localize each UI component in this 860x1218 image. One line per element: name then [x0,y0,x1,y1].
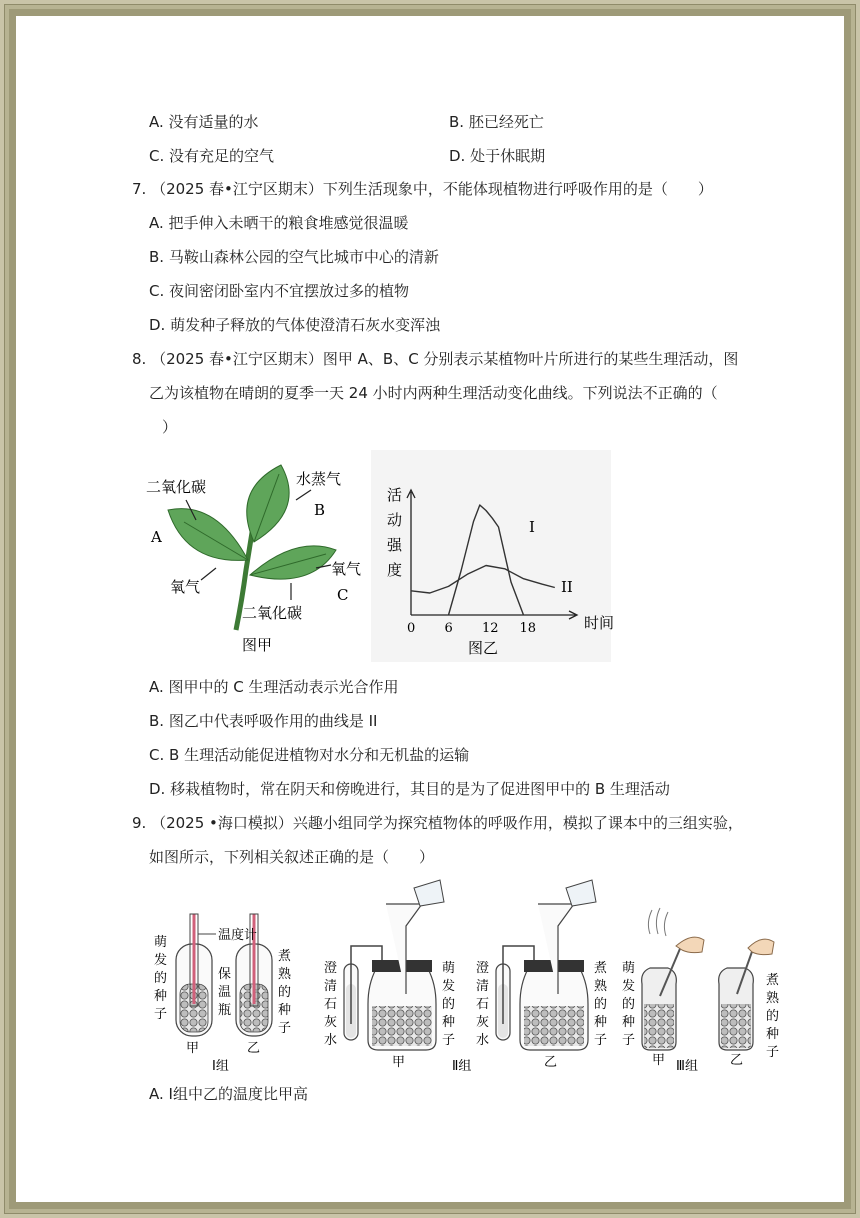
char: 灰 [324,1015,338,1030]
q9-stem-line2: 如图所示，下列相关叙述正确的是（ ） [149,848,435,866]
char: 澄 [324,961,338,976]
label-b: B [314,501,326,519]
curve-ii-label: II [561,578,573,596]
char: 煮 [766,973,780,988]
char: 熟 [594,979,608,994]
char: 萌 [154,935,168,950]
label-co2-bottom: 二氧化碳 [242,604,303,622]
char: 的 [278,985,292,1000]
q7-option-a[interactable]: A. 把手伸入未晒干的粮食堆感觉很温暖 [149,214,409,232]
char: 清 [324,979,338,994]
char: 萌 [622,961,636,976]
char: 子 [154,1007,168,1022]
char: 的 [766,1009,780,1024]
char: 子 [278,1021,292,1036]
char: 的 [594,997,608,1012]
label-g1-yi: 乙 [247,1041,261,1056]
ylabel-char-1: 活 [387,486,403,504]
q8-option-c[interactable]: C. B 生理活动能促进植物对水分和无机盐的运输 [149,746,470,764]
q8-stem-line2: 乙为该植物在晴朗的夏季一天 24 小时内两种生理活动变化曲线。下列说法不正确的（ [149,384,718,402]
q9-option-a[interactable]: A. Ⅰ组中乙的温度比甲高 [149,1085,308,1103]
char: 石 [476,997,490,1012]
x-tick-label-0: 0 [407,621,416,636]
label-o2-right: 氧气 [331,560,362,578]
char: 种 [622,1015,636,1030]
char: 子 [766,1045,780,1060]
q8-stem-line1: 8. （2025 春•江宁区期末）图甲 A、B、C 分别表示某植物叶片所进行的某些生理活动，图 [132,350,739,368]
seeds-g3-yi [721,1004,751,1048]
ylabel-char-2: 动 [387,511,403,529]
ylabel-char-4: 度 [387,561,403,579]
q6-option-a[interactable]: A. 没有适量的水 [149,113,259,131]
curve-i-label: I [529,518,535,536]
char: 水 [476,1033,490,1048]
figure-jia-caption: 图甲 [242,636,273,654]
label-boiled-far [766,972,780,1060]
q8-option-a[interactable]: A. 图甲中的 C 生理活动表示光合作用 [149,678,399,696]
label-sprouting-right [622,961,635,1048]
char: 瓶 [218,1003,232,1018]
label-g3-yi: 乙 [730,1053,744,1068]
group-2b-apparatus [496,880,596,1050]
char: 温 [218,985,232,1000]
label-o2-left: 氧气 [170,578,201,596]
char: 保 [218,967,232,982]
char: 种 [442,1015,456,1030]
ylabel-char-3: 强 [387,536,403,554]
q8-option-b[interactable]: B. 图乙中代表呼吸作用的曲线是 II [149,712,378,730]
seeds-g2-jia [372,1006,432,1046]
q8-stem-line3: ） [162,418,178,436]
beaker-jia [414,880,444,906]
label-thermometer: 温度计 [218,928,258,943]
label-g1-jia: 甲 [186,1041,200,1056]
label-g2-yi: 乙 [544,1055,558,1070]
figure-experiments [144,874,784,1072]
seeds-g3-jia [644,1004,674,1048]
label-insulated-bottle [218,967,231,1018]
char: 澄 [476,961,490,976]
char: 熟 [278,967,292,982]
group-3-apparatus [642,908,774,1050]
q7-option-c[interactable]: C. 夜间密闭卧室内不宜摆放过多的植物 [149,282,410,300]
label-group-3: Ⅲ组 [676,1059,698,1074]
figure-yi-chart [371,450,615,662]
group-2-apparatus [344,880,444,1050]
q6-option-d[interactable]: D. 处于休眠期 [449,147,546,165]
label-water-vapor: 水蒸气 [296,470,342,488]
label-g2-jia: 甲 [392,1055,406,1070]
leaf-right [250,546,336,579]
char: 的 [622,997,636,1012]
x-tick-label-18: 18 [519,621,537,636]
char: 种 [154,989,168,1004]
char: 清 [476,979,490,994]
label-limewater-1 [324,961,337,1048]
label-group-1: Ⅰ组 [212,1059,229,1074]
label-co2-top: 二氧化碳 [146,478,207,496]
char: 发 [442,979,456,994]
figure-jia-leaf [146,450,366,655]
char: 熟 [766,991,780,1006]
char: 种 [594,1015,608,1030]
arrow-o2-left [201,568,216,580]
label-limewater-2 [476,961,489,1048]
char: 的 [442,997,456,1012]
label-boiled-mid [594,960,608,1048]
char: 种 [278,1003,292,1018]
x-tick-label-12: 12 [482,621,499,636]
x-tick-label-6: 6 [444,621,453,636]
char: 石 [324,997,338,1012]
hand-yi [748,939,774,955]
label-g3-jia: 甲 [652,1053,666,1068]
arrow-water-out [296,490,311,500]
char: 萌 [442,961,456,976]
char: 煮 [278,949,292,964]
steam-lines [648,908,668,936]
xlabel: 时间 [584,614,615,632]
char: 子 [442,1033,456,1048]
q6-option-b[interactable]: B. 胚已经死亡 [449,113,544,131]
char: 子 [594,1033,608,1048]
q7-stem: 7. （2025 春•江宁区期末）下列生活现象中，不能体现植物进行呼吸作用的是（ ） [132,180,713,198]
label-sprouting-mid [442,961,455,1048]
char: 的 [154,971,168,986]
char: 灰 [476,1015,490,1030]
label-boiled-right [278,948,292,1036]
beaker-yi [566,880,596,906]
figure-yi-caption: 图乙 [468,639,499,657]
label-group-2: Ⅱ组 [452,1059,472,1074]
q8-option-d[interactable]: D. 移栽植物时，常在阴天和傍晚进行，其目的是为了促进图甲中的 B 生理活动 [149,780,670,798]
char: 子 [622,1033,636,1048]
label-sprouting-left [154,935,167,1022]
char: 煮 [594,961,608,976]
q7-option-b[interactable]: B. 马鞍山森林公园的空气比城市中心的清新 [149,248,439,266]
char: 水 [324,1033,338,1048]
seeds-g2-yi [524,1006,584,1046]
char: 种 [766,1027,780,1042]
q7-option-d[interactable]: D. 萌发种子释放的气体使澄清石灰水变浑浊 [149,316,441,334]
q6-option-c[interactable]: C. 没有充足的空气 [149,147,275,165]
char: 发 [622,979,636,994]
document-page [16,16,844,1202]
char: 发 [154,953,168,968]
label-a: A [151,528,162,546]
label-c: C [337,586,349,604]
q9-stem-line1: 9. （2025 •海口模拟）兴趣小组同学为探究植物体的呼吸作用，模拟了课本中的三组实验， [132,814,743,832]
